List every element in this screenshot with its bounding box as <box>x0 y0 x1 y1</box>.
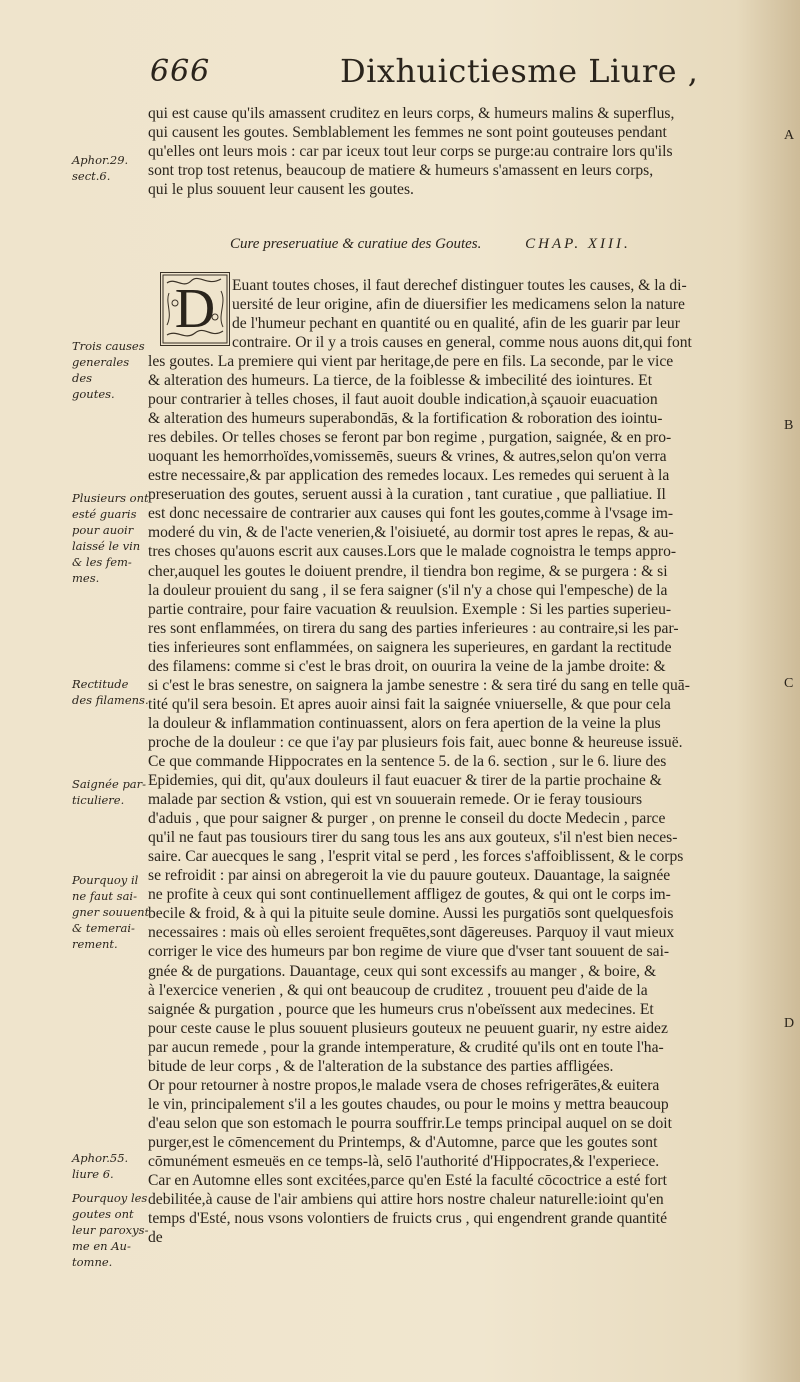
text-line: qui le plus souuent leur causent les goutes. <box>148 181 414 199</box>
text-line: uersité de leur origine, afin de diuersifier les medicamens selon la nature <box>232 296 685 314</box>
edge-letter-b: B <box>784 418 794 433</box>
text-line: cōmunément esmeuës en ce temps-là, selō l'authorité d'Hippocrates,& l'experiece. <box>148 1152 660 1170</box>
edge-letter-a: A <box>784 128 795 143</box>
text-line: pour contrarier à telles choses, il faut auoit double indication,à sçauoir euacuation <box>148 391 658 409</box>
text-line: purger,est le cōmencement du Printemps, & d'Automne, parce que les goutes sont <box>148 1133 658 1151</box>
text-line: Car en Automne elles sont excitées,parce qu'en Esté la faculté cōcoctrice a esté fort <box>148 1172 667 1190</box>
text-line: qu'il ne faut pas tousiours tirer du sang tous les ans aux gouteux, s'il n'est bien neces- <box>148 829 678 847</box>
text-line: estre necessaire,& par application des remedes locaux. Les remedes qui seruent à la <box>148 467 670 485</box>
text-line: necessaires : mais où elles seroient frequētes,sont dāgereuses. Parquoy il vaut mieux <box>148 924 675 942</box>
text-line: tres choses qu'auons escrit aux causes.Lors que le malade cognoistra le temps appro- <box>148 543 677 561</box>
chapter-title: Cure preseruatiue & curatiue des Goutes. <box>230 236 482 252</box>
text-line: tité qu'il sera besoin. Et apres auoir ainsi fait la saignée vniuerselle, & que pour cela <box>148 695 671 713</box>
running-title: Dixhuictiesme Liure , <box>340 52 699 90</box>
page-number: 666 <box>150 54 211 89</box>
text-line: de <box>148 1229 163 1247</box>
edge-letter-d: D <box>784 1016 795 1031</box>
text-line: res debiles. Or telles choses se feront par bon regime , purgation, saignée, & en pro- <box>148 429 672 447</box>
text-line: à l'exercice venerien , & qui ont beaucoup de cruditez , trouuent peu d'aide de la <box>148 981 648 999</box>
text-line: corriger le vice des humeurs par bon regime de viure que d'vser tant souuent de sai- <box>148 943 670 961</box>
text-line: gnée & de purgations. Dauantage, ceux qui sont excessifs au manger , & boire, & <box>148 962 657 980</box>
text-line: bitude de leur corps , & de l'alteration de la substance des parties affligées. <box>148 1057 614 1075</box>
text-line: de l'humeur pechant en quantité ou en qualité, afin de les guarir par leur <box>232 315 680 333</box>
text-line: sont trop tost retenus, beaucoup de matiere & humeurs s'amassent en leurs corps, <box>148 162 654 180</box>
text-line: d'aduis , que pour saigner & purger , on prenne le conseil du docte Medecin , parce <box>148 810 666 828</box>
text-line: si c'est le bras senestre, on saignera la jambe senestre : & sera tiré du sang en telle quā- <box>148 676 690 694</box>
text-line: Epidemies, qui dit, qu'aux douleurs il faut euacuer & tirer de la partie prochaine & <box>148 772 662 790</box>
text-line: becile & froid, & à qui la pituite seule domine. Aussi les purgatiōs sont quelquesfois <box>148 905 674 923</box>
main-paragraphs <box>148 352 772 1247</box>
text-line: d'eau selon que son estomach le pourra souffrir.Le temps principal auquel on se doit <box>148 1114 672 1132</box>
text-line: uoquant les hemorrhoïdes,vomissemēs, sueurs & vrines, & autres,selon qu'on verra <box>148 448 667 466</box>
text-line: saignée & purgation , pource que les humeurs crus n'obeïssent aux medecines. Et <box>148 1000 654 1018</box>
text-line: qu'elles ont leurs mois : car par iceux tout leur corps se purge:au contraire lors qu'ils <box>148 143 673 161</box>
page-header <box>150 52 770 100</box>
text-line: les goutes. La premiere qui vient par heritage,de pere en fils. La seconde, par le vice <box>148 353 674 370</box>
text-line: res sont enflammées, on tirera du sang des parties inferieures : au contraire,si les par- <box>148 619 679 637</box>
margin-note: Pourquoy il ne faut sai- gner souuent & temerai- rement. <box>72 873 150 951</box>
margin-note: Rectitude des filamens. <box>72 677 149 707</box>
text-line: qui causent les goutes. Semblablement les femmes ne sont point gouteuses pendant <box>148 124 667 142</box>
edge-letter-c: C <box>784 676 794 691</box>
margin-note: Pourquoy les goutes ont leur paroxys- me en Au- tomne. <box>72 1191 149 1269</box>
text-line: moderé du vin, & de l'acte venerien,& l'oisiueté, au dormir tost apres le repas, & au- <box>148 524 674 542</box>
text-line: pour ceste cause le plus souuent plusieurs gouteux ne peuuent guarir, ny estre aidez <box>148 1019 668 1037</box>
margin-notes <box>72 0 150 1382</box>
intro-paragraph <box>148 104 772 199</box>
margin-note: Aphor.55. liure 6. <box>72 1151 129 1181</box>
text-line: par aucun remede , pour la grande intemperature, & crudité qu'ils ont en toute l'ha- <box>148 1038 664 1056</box>
text-line: la douleur prouient du sang , il se fera saigner (s'il n'y a chose qui l'empesche) de la <box>148 581 668 599</box>
text-line: temps d'Esté, nous vsons volontiers de fruicts crus , qui engendrent grande quantité <box>148 1210 668 1228</box>
decorated-initial <box>160 272 230 346</box>
text-line: saire. Car auecques le sang , l'esprit vital se perd , les forces s'affoiblissent, & le corps <box>148 848 684 866</box>
margin-note: Plusieurs ont esté guaris pour auoir laissé le vin & les fem- mes. <box>72 491 149 585</box>
text-line: debilitée,à cause de l'air ambiens qui attire hors nostre chaleur naturelle:ioint qu'en <box>148 1191 664 1209</box>
text-line: qui est cause qu'ils amassent cruditez en leurs corps, & humeurs malins & superflus, <box>148 105 675 122</box>
text-line: & alteration des humeurs superabondās, & la fortification & roboration des iointu- <box>148 410 663 428</box>
text-line: Ce que commande Hippocrates en la sentence 5. de la 6. section , sur le 6. liure des <box>148 752 667 770</box>
dropcap-lines <box>232 276 772 352</box>
margin-note: Trois causes generales des goutes. <box>72 339 145 401</box>
chapter-number: CHAP. XIII. <box>525 236 631 252</box>
text-line: ne profite à ceux qui sont continuellement affligez de goutes, & qui ont le corps im- <box>148 886 671 904</box>
text-line: se refroidit : par ainsi on abregeroit la vie du pauure gouteux. Dauantage, la saignée <box>148 867 671 885</box>
margin-note: Saignée par- ticuliere. <box>72 777 147 807</box>
text-line: des filamens: comme si c'est le bras droit, on ouurira la veine de la jambe droite: & <box>148 657 666 675</box>
text-line: cher,auquel les goutes le doiuent prendre, il tiendra bon regime, & se purgera : & si <box>148 562 668 580</box>
text-line: contraire. Or il y a trois causes en general, comme nous auons dit,qui font <box>232 334 692 352</box>
text-line: Or pour retourner à nostre propos,le malade vsera de choses refrigerātes,& euitera <box>148 1076 660 1094</box>
text-line: Euant toutes choses, il faut derechef distinguer toutes les causes, & la di- <box>232 277 687 294</box>
initial-letter: D <box>174 278 216 340</box>
text-line: ties inferieures sont enflammées, on saignera les superieures, en gardant la rectitude <box>148 638 672 656</box>
text-line: & alteration des humeurs. La tierce, de la foiblesse & imbecilité des iointures. Et <box>148 372 653 390</box>
text-line: proche de la douleur : ce que i'ay par plusieurs fois fait, auec bonne & heureuse issuë. <box>148 733 683 751</box>
text-line: le vin, principalement s'il a les goutes chaudes, ou pour le moins y mettra beaucoup <box>148 1095 669 1113</box>
margin-note: Aphor.29. sect.6. <box>72 153 129 183</box>
text-line: est donc necessaire de contrarier aux causes qui font les goutes,comme à l'vsage im- <box>148 505 674 523</box>
text-line: la douleur & inflammation continuassent, alors on fera apertion de la veine la plus <box>148 714 661 732</box>
chapter-heading <box>230 236 730 253</box>
text-line: partie contraire, pour faire vacuation & reuulsion. Exemple : Si les parties superieu- <box>148 600 672 618</box>
text-line: malade par section & vstion, qui est vn souuerain remede. Or ie feray tousiours <box>148 791 643 809</box>
text-line: preseruation des goutes, seruent aussi à la curation , tant curatiue , que palliatiue. Il <box>148 486 666 504</box>
